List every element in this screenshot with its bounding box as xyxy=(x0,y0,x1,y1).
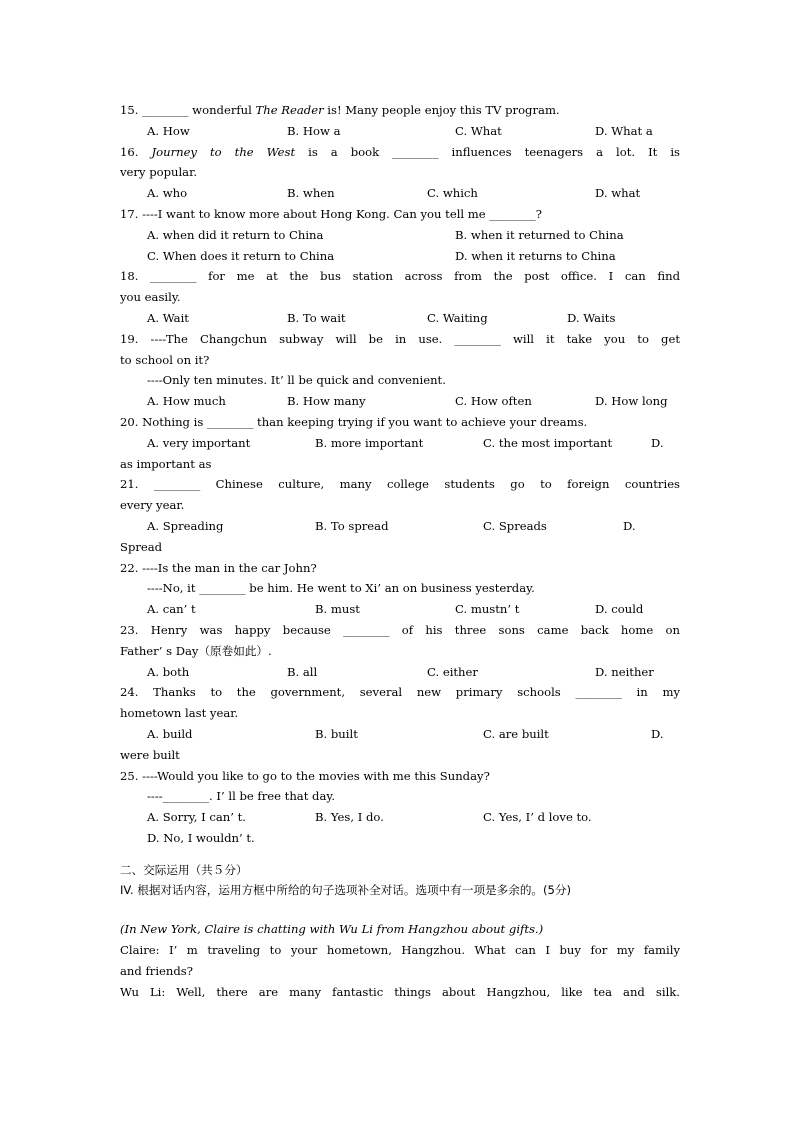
q22-response: ----No, it ________ be him. He went to Xi’ an on business yesterday. xyxy=(147,581,535,596)
q15-options xyxy=(120,121,680,142)
question-15 xyxy=(120,100,680,121)
q25-option-b[interactable]: B. Yes, I do. xyxy=(315,810,384,825)
q19-stem-line2: to school on it? xyxy=(120,352,210,367)
question-19: 19. ----The Changchun subway will be in use. ________ will it take you to get xyxy=(120,331,680,346)
q18-option-d[interactable]: D. Waits xyxy=(567,310,616,325)
q23-option-a[interactable]: A. both xyxy=(147,664,190,679)
q23-options xyxy=(120,662,680,683)
dialog-wuli-line1: Wu Li: Well, there are many fantastic things about Hangzhou, like tea and silk. xyxy=(120,984,680,999)
q24-option-d-text[interactable]: were built xyxy=(120,747,180,762)
q18-option-b[interactable]: B. To wait xyxy=(287,310,346,325)
q23-option-c[interactable]: C. either xyxy=(427,664,478,679)
q25-response: ----________. I’ ll be free that day. xyxy=(147,789,336,804)
q24-option-a[interactable]: A. build xyxy=(147,726,193,741)
q20-option-c[interactable]: C. the most important xyxy=(483,435,613,450)
q15-option-b[interactable]: B. How a xyxy=(287,123,341,138)
q22-option-b[interactable]: B. must xyxy=(315,602,360,617)
q17-option-a[interactable]: A. when did it return to China xyxy=(147,227,324,242)
q17-options-row1 xyxy=(120,225,680,246)
q20-option-d-letter[interactable]: D. xyxy=(651,435,664,450)
question-22: 22. ----Is the man in the car John? xyxy=(120,560,317,575)
q23-option-d[interactable]: D. neither xyxy=(595,664,654,679)
q18-option-a[interactable]: A. Wait xyxy=(147,310,189,325)
q17-option-c[interactable]: C. When does it return to China xyxy=(147,248,335,263)
q16-stem-c: is a book ________ influences teenagers a lot. It is xyxy=(295,144,681,159)
question-18: 18. ________ for me at the bus station across from the post office. I can find xyxy=(120,269,680,284)
q16-option-b[interactable]: B. when xyxy=(287,186,335,201)
q20-options xyxy=(120,433,680,454)
q16-options xyxy=(120,183,680,204)
q19-option-c[interactable]: C. How often xyxy=(455,394,532,409)
q21-option-d-text[interactable]: Spread xyxy=(120,539,163,554)
q23-stem-line2: Father’ s Day（原卷如此）. xyxy=(120,643,272,658)
q21-option-b[interactable]: B. To spread xyxy=(315,518,389,533)
q25-option-d[interactable]: D. No, I wouldn’ t. xyxy=(147,830,255,845)
q15-stem-c: is! Many people enjoy this TV program. xyxy=(323,103,560,117)
q16-option-d[interactable]: D. what xyxy=(595,186,641,201)
question-20: 20. Nothing is ________ than keeping trying if you want to achieve your dreams. xyxy=(120,414,588,429)
q25-options-row2 xyxy=(120,828,680,849)
q21-option-d-letter[interactable]: D. xyxy=(623,518,636,533)
q15-option-d[interactable]: D. What a xyxy=(595,123,653,138)
q25-options-row1 xyxy=(120,807,680,828)
q18-options xyxy=(120,308,680,329)
q19-option-a[interactable]: A. How much xyxy=(147,394,226,409)
section-2-instruction: IV. 根据对话内容，运用方框中所给的句子选项补全对话。选项中有一项是多余的。(5分) xyxy=(120,883,572,898)
q25-option-c[interactable]: C. Yes, I’ d love to. xyxy=(483,810,592,825)
q24-option-d-letter[interactable]: D. xyxy=(651,726,664,741)
q18-stem-line2: you easily. xyxy=(120,290,181,305)
q24-option-c[interactable]: C. are built xyxy=(483,726,549,741)
q20-option-b[interactable]: B. more important xyxy=(315,435,424,450)
q24-stem-line2: hometown last year. xyxy=(120,706,239,721)
q23-option-b[interactable]: B. all xyxy=(287,664,318,679)
q21-option-c[interactable]: C. Spreads xyxy=(483,518,547,533)
q22-options xyxy=(120,599,680,620)
q20-option-d-text[interactable]: as important as xyxy=(120,456,212,471)
question-25: 25. ----Would you like to go to the movies with me this Sunday? xyxy=(120,768,490,783)
dialog-claire-line1: Claire: I’ m traveling to your hometown, Hangzhou. What can I buy for my family xyxy=(120,943,680,958)
q16-option-c[interactable]: C. which xyxy=(427,186,478,201)
q15-option-a[interactable]: A. How xyxy=(147,123,190,138)
question-23: 23. Henry was happy because ________ of his three sons came back home on xyxy=(120,622,680,637)
question-16 xyxy=(120,142,680,163)
q19-option-d[interactable]: D. How long xyxy=(595,394,668,409)
q16-stem-line2: very popular. xyxy=(120,165,198,180)
q19-options xyxy=(120,391,680,412)
q22-option-a[interactable]: A. can’ t xyxy=(147,602,196,617)
q16-option-a[interactable]: A. who xyxy=(147,186,188,201)
q17-options-row2 xyxy=(120,246,680,267)
question-24: 24. Thanks to the government, several new primary schools ________ in my xyxy=(120,685,680,700)
spacer xyxy=(120,901,680,919)
q22-option-c[interactable]: C. mustn’ t xyxy=(455,602,520,617)
dialog-context: (In New York, Claire is chatting with Wu Li from Hangzhou about gifts.) xyxy=(120,922,544,937)
q17-option-b[interactable]: B. when it returned to China xyxy=(455,227,624,242)
q16-title: Journey to the West xyxy=(151,144,296,159)
q19-response: ----Only ten minutes. It’ ll be quick and convenient. xyxy=(147,373,446,388)
q21-stem-line2: every year. xyxy=(120,498,185,513)
q21-option-a[interactable]: A. Spreading xyxy=(147,518,224,533)
q25-option-a[interactable]: A. Sorry, I can’ t. xyxy=(147,810,246,825)
q15-stem-a: 15. ________ wonderful xyxy=(120,103,256,117)
q21-options xyxy=(120,516,680,537)
exam-page xyxy=(120,100,680,1002)
q24-option-b[interactable]: B. built xyxy=(315,726,358,741)
q22-option-d[interactable]: D. could xyxy=(595,602,644,617)
dialog-claire-line2: and friends? xyxy=(120,963,193,978)
q20-option-a[interactable]: A. very important xyxy=(147,435,251,450)
question-17: 17. ----I want to know more about Hong Kong. Can you tell me ________? xyxy=(120,206,542,221)
q19-option-b[interactable]: B. How many xyxy=(287,394,366,409)
q15-title: The Reader xyxy=(255,103,324,117)
q24-options xyxy=(120,724,680,745)
q15-option-c[interactable]: C. What xyxy=(455,123,502,138)
q18-option-c[interactable]: C. Waiting xyxy=(427,310,488,325)
q17-option-d[interactable]: D. when it returns to China xyxy=(455,248,616,263)
q16-stem-a: 16. xyxy=(120,144,152,159)
question-21: 21. ________ Chinese culture, many college students go to foreign countries xyxy=(120,477,680,492)
section-2-title: 二、交际运用（共５分） xyxy=(120,862,248,877)
